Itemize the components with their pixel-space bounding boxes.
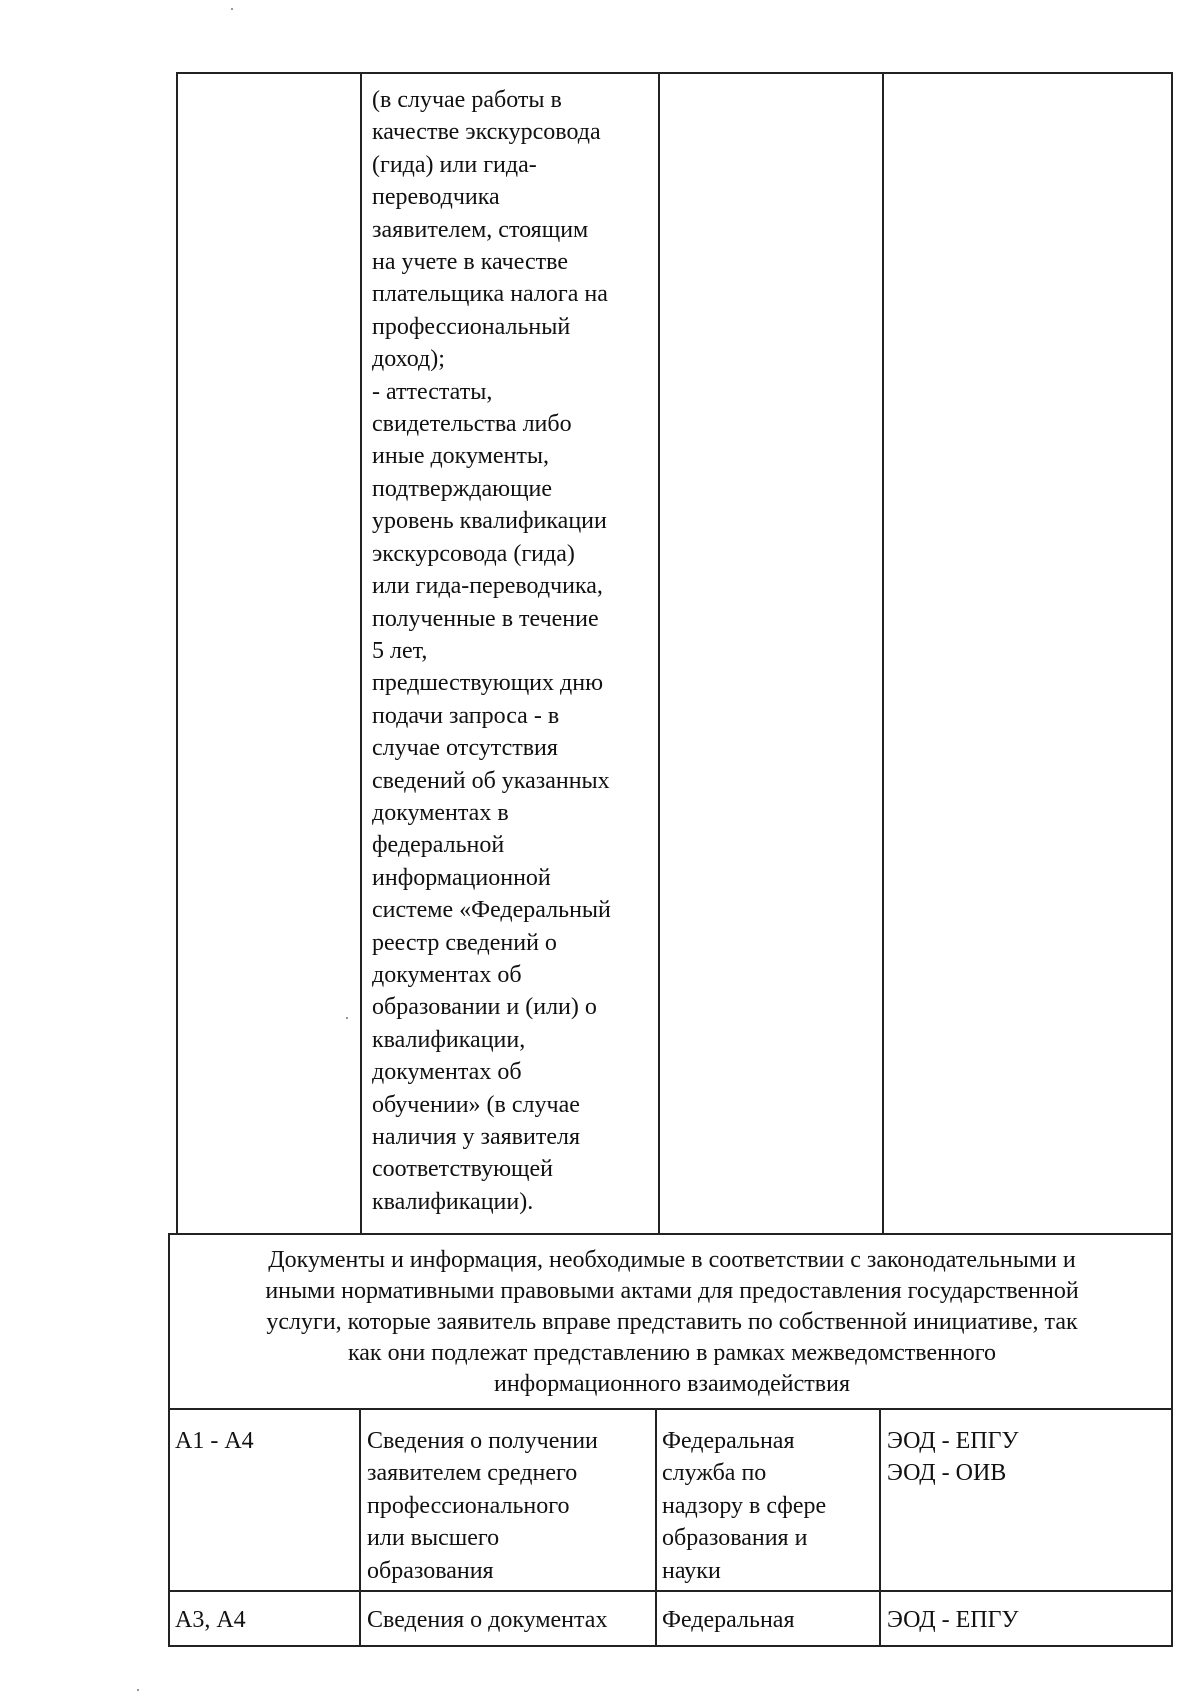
row-divider xyxy=(168,1590,1173,1592)
section-heading: Документы и информация, необходимые в соответствии с законодательными и иными нормативными правовыми актами для предоставления государственной услуги, которые заявитель вправе представить по собственной инициативе, так как они подлежат представлению в рамках межведомственного информационного взаимодействия xyxy=(265,1247,1079,1397)
scan-speck xyxy=(231,8,233,10)
column-divider xyxy=(360,72,362,1233)
column-divider xyxy=(655,1408,657,1645)
row-divider xyxy=(168,1408,1173,1410)
row-divider xyxy=(168,1233,1173,1235)
scan-speck xyxy=(346,1017,348,1019)
table-cell-code: А1 - А4 xyxy=(175,1428,254,1454)
column-divider xyxy=(882,72,884,1233)
scan-speck xyxy=(137,1689,139,1691)
table-cell-document-description: (в случае работы в качестве экскурсовода (гида) или гида- переводчика заявителем, стоящим на учете в качестве плательщика налога на профессиональный доход); - аттестаты, свидетельства либо иные документы, подтверждающие уровень квалификации экскурсовода (гида) или гида-переводчика, полученные в течение 5 лет, предшествующих дню подачи запроса - в случае отсутствия сведений об указанных документах в федеральной информационной системе «Федеральный реестр сведений о документах об образовании и (или) о квалификации, документах об обучении» (в случае наличия у заявителя соответствующей квалификации). xyxy=(372,87,611,1215)
table-top-border xyxy=(176,72,1173,74)
table-cell-document-description: Сведения о документах xyxy=(367,1607,608,1633)
column-divider xyxy=(658,72,660,1233)
table-cell-code: А3, А4 xyxy=(175,1607,246,1633)
table-bottom-border xyxy=(168,1645,1173,1647)
table-cell-method: ЭОД - ЕПГУ xyxy=(887,1607,1019,1633)
table-cell-authority: Федеральная xyxy=(662,1607,795,1633)
column-divider xyxy=(359,1408,361,1645)
table-cell-authority: Федеральная служба по надзору в сфере образования и науки xyxy=(662,1428,827,1584)
table-left-border xyxy=(176,72,178,1233)
table-left-border xyxy=(168,1233,170,1645)
table-cell-method: ЭОД - ЕПГУ ЭОД - ОИВ xyxy=(887,1428,1019,1487)
column-divider xyxy=(879,1408,881,1645)
table-right-border xyxy=(1171,72,1173,1645)
table-cell-document-description: Сведения о получении заявителем среднего профессионального или высшего образования xyxy=(367,1428,598,1584)
